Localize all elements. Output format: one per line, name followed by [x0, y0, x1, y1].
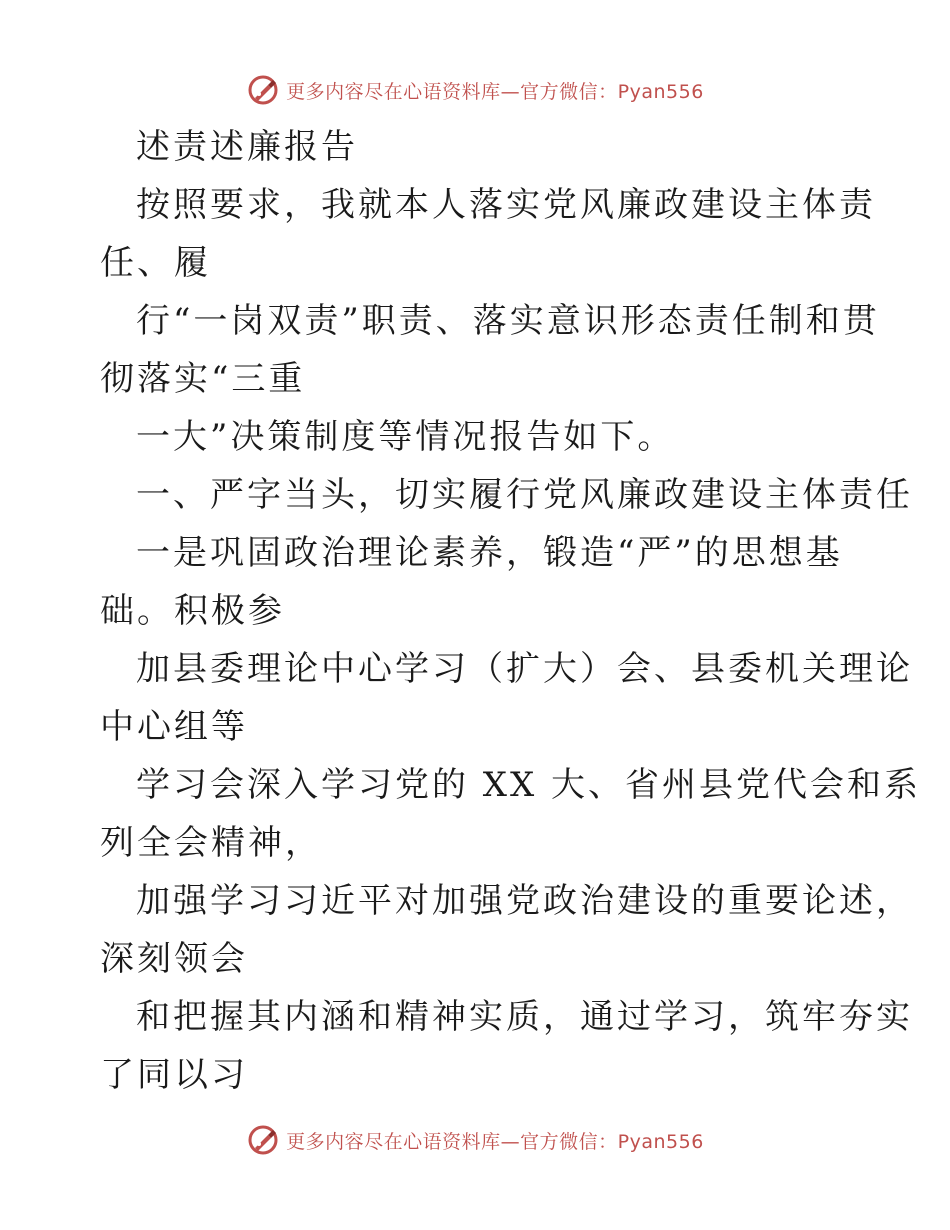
paragraph-line: 深刻领会	[100, 939, 248, 979]
document-body	[100, 118, 922, 1104]
paragraph-line: 彻落实“三重	[100, 359, 306, 399]
paragraph-line: 加强学习习近平对加强党政治建设的重要论述，	[136, 881, 913, 921]
paragraph-line: 和把握其内涵和精神实质，通过学习，筑牢夯实	[136, 997, 913, 1037]
paragraph-line: 了同以习	[100, 1055, 248, 1095]
watermark-banner-top	[0, 70, 950, 110]
watermark-text: 更多内容尽在心语资料库—官方微信：Pyan556	[286, 1130, 704, 1153]
paragraph-line: 学习会深入学习党的 XX 大、省州县党代会和系	[136, 765, 922, 805]
paragraph-line: 行“一岗双责”职责、落实意识形态责任制和贯	[136, 301, 880, 341]
paragraph-line: 加县委理论中心学习（扩大）会、县委机关理论	[136, 649, 913, 689]
document-title: 述责述廉报告	[136, 127, 358, 167]
pen-logo-icon	[246, 1123, 280, 1157]
paragraph-line: 一大”决策制度等情况报告如下。	[136, 417, 675, 457]
paragraph-line: 础。积极参	[100, 591, 285, 631]
paragraph-line: 按照要求，我就本人落实党风廉政建设主体责	[136, 185, 876, 225]
pen-logo-icon	[246, 73, 280, 107]
paragraph-line: 列全会精神，	[100, 823, 322, 863]
paragraph-line: 中心组等	[100, 707, 248, 747]
paragraph-line: 任、履	[100, 243, 211, 283]
section-heading: 一、严字当头，切实履行党风廉政建设主体责任	[136, 475, 913, 515]
paragraph-line: 一是巩固政治理论素养，锻造“严”的思想基	[136, 533, 843, 573]
watermark-text: 更多内容尽在心语资料库—官方微信：Pyan556	[286, 80, 704, 103]
watermark-banner-bottom	[0, 1120, 950, 1160]
